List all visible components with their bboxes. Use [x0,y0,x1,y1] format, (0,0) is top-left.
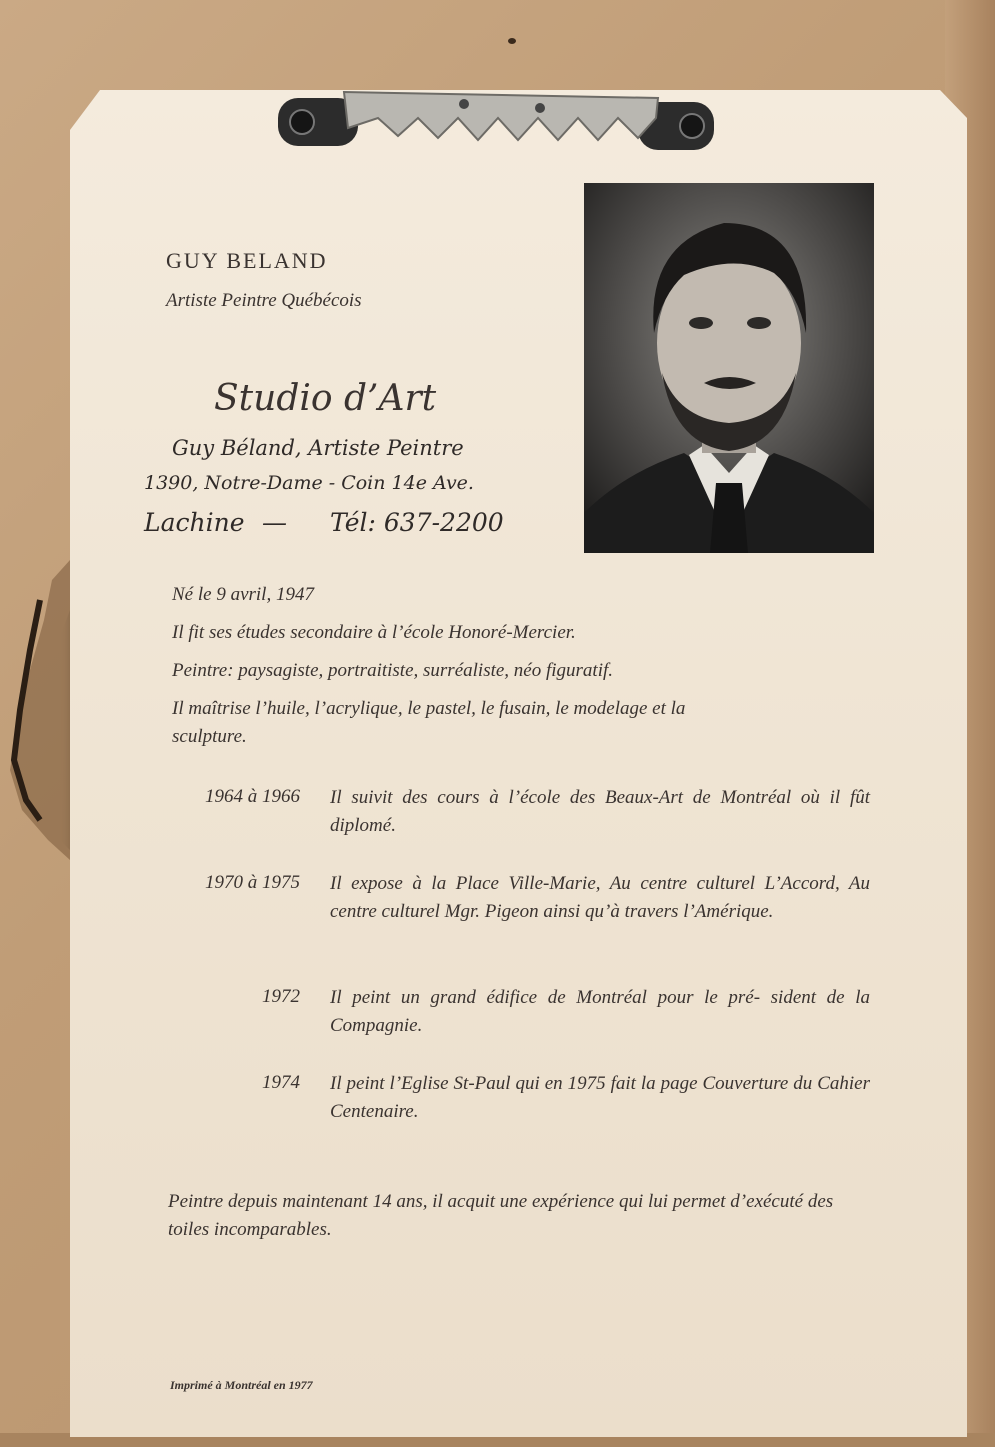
artist-portrait [584,183,874,553]
timeline-years: 1964 à 1966 [205,786,300,807]
studio-phone: Tél: 637-2200 [330,508,504,537]
timeline-entry: Il expose à la Place Ville-Marie, Au centre culturel L’Accord, Au centre culturel Mgr. Pigeon ainsi qu’à travers l’Amérique. [330,873,870,922]
studio-separator: — [262,508,287,537]
studio-address: 1390, Notre-Dame - Coin 14e Ave. [144,472,474,494]
timeline-years: 1974 [262,1072,300,1093]
timeline-years: 1970 à 1975 [205,872,300,893]
bio-media-line1: Il maîtrise l’huile, l’acrylique, le pastel, le fusain, le modelage et la [172,698,686,719]
timeline-years: 1972 [262,986,300,1007]
timeline-entry: Il peint un grand édifice de Montréal pour le pré- sident de la Compagnie. [330,987,870,1036]
artist-subtitle: Artiste Peintre Québécois [166,290,362,311]
torn-paper-edge [0,560,70,860]
studio-title: Studio d’Art [214,378,437,419]
nail-hole [508,38,516,44]
timeline-entry: Il peint l’Eglise St-Paul qui en 1975 fait la page Couverture du Cahier Centenaire. [330,1073,870,1122]
closing-paragraph: Peintre depuis maintenant 14 ans, il acquit une expérience qui lui permet d’exécuté des toiles incomparables. [168,1191,834,1240]
studio-city: Lachine [144,508,245,537]
bio-media-line2: sculpture. [172,726,247,747]
printed-note: Imprimé à Montréal en 1977 [170,1378,313,1392]
bio-born: Né le 9 avril, 1947 [172,584,314,605]
timeline-entry: Il suivit des cours à l’école des Beaux-Art de Montréal où il fût diplomé. [330,787,870,836]
sawtooth-hanger-icon [278,88,714,158]
artist-name: GUY BELAND [166,248,328,273]
bio-studies: Il fit ses études secondaire à l’école Honoré-Mercier. [172,622,576,643]
bio-styles: Peintre: paysagiste, portraitiste, surréaliste, néo figuratif. [172,660,614,681]
studio-owner-line: Guy Béland, Artiste Peintre [172,436,464,460]
